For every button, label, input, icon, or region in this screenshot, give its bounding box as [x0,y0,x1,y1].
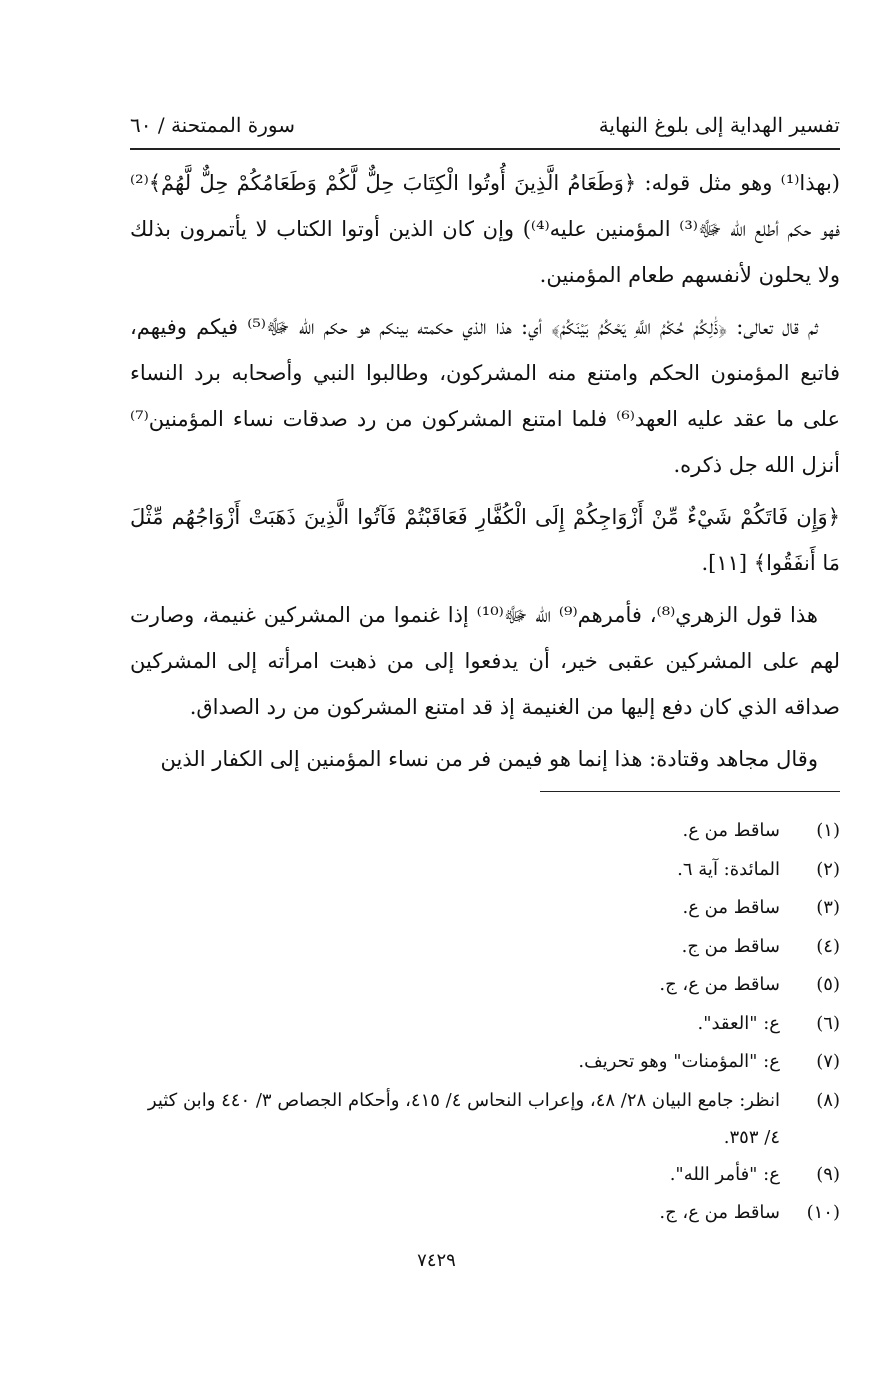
footnote-text: ساقط من ج. [681,935,780,957]
footnote-text: ساقط من ع. [682,897,780,918]
footnote-number: (٤) [816,935,840,957]
footnote-number: (١) [816,820,840,841]
footnote-item [130,1156,840,1195]
header-divider [130,148,840,150]
running-header [130,108,840,142]
footnote-number: (٦) [816,1012,840,1034]
footnote-item [130,851,840,890]
footnote-text: ع: "المؤمنات" وهو تحريف. [578,1051,780,1072]
footnote-item [130,889,840,928]
footnote-item [130,1043,840,1082]
footnote-number: (٩) [816,1163,840,1185]
footnote-text: انظر: جامع البيان ٢٨/ ٤٨، وإعراب النحاس ٤/ ٤١٥، وأحكام الجصاص ٣/ ٤٤٠ وابن كثير ٤/ ٣٥٣. [147,1089,780,1148]
paragraph: هذا قول الزهري⁽⁸⁾، فأمرهم⁽⁹⁾ الله ﷻ⁽¹⁰⁾ إذا غنموا من المشركين غنيمة، وصارت لهم على المشركين عقبى خير، أن يدفعوا إلى من ذهبت امرأته إلى المشركين صداقه الذي كان دفع إليها من الغنيمة إذ قد امتنع المشركون من رد الصداق. [130,603,840,719]
footnote-number: (٥) [816,974,840,995]
footnote-item [130,1005,840,1044]
footnote-item [130,1194,840,1233]
footnote-item [130,1082,840,1156]
paragraph: وقال مجاهد وقتادة: هذا إنما هو فيمن فر من نساء المؤمنين إلى الكفار الذين [160,747,818,771]
footnote-divider [540,791,840,792]
footnote-text: ع: "فأمر الله". [669,1163,780,1185]
footnote-number: (٧) [816,1051,840,1072]
paragraph: ثم قال تعالى: ﴿ذَٰلِكُمْ حُكْمُ اللَّهِ يَحْكُمُ بَيْنَكُمْ﴾ أي: هذا الذي حكمته بينكم هو حكم الله ﷻ⁽⁵⁾ فيكم وفيهم، فاتبع المؤمنون الحكم وامتنع منه المشركون، وطالبوا النبي وأصحابه برد النساء على ما عقد عليه العهد⁽⁶⁾ فلما امتنع المشركون من رد صدقات نساء المؤمنين⁽⁷⁾ أنزل الله جل ذكره. [130,315,840,477]
quran-verse: ﴿وَإِن فَاتَكُمْ شَيْءٌ مِّنْ أَزْوَاجِكُمْ إِلَى الْكُفَّارِ فَعَاقَبْتُمْ فَآتُوا الَّذِينَ ذَهَبَتْ أَزْوَاجُهُم مِّثْلَ مَا أَنفَقُوا﴾ [١١]. [130,505,840,575]
page-number: ٧٤٢٩ [417,1250,456,1271]
footnote-number: (٣) [816,897,840,918]
footnote-text: ساقط من ع، ج. [659,1202,780,1223]
paragraph: (بهذا⁽¹⁾ وهو مثل قوله: ﴿وَطَعَامُ الَّذِينَ أُوتُوا الْكِتَابَ حِلٌّ لَّكُمْ وَطَعَامُكُمْ حِلٌّ لَّهُمْ﴾⁽²⁾ فهو حكم أطلع الله ﷻ⁽³⁾ المؤمنين عليه⁽⁴⁾) وإن كان الذين أوتوا الكتاب لا يأتمرون بذلك ولا يحلون لأنفسهم طعام المؤمنين. [130,171,840,287]
footnote-text: ع: "العقد". [697,1012,780,1034]
footnote-text: ساقط من ع. [682,820,780,841]
surah-page-label: سورة الممتحنة / ٦٠ [130,113,295,137]
footnote-number: (٢) [816,858,840,880]
book-title: تفسير الهداية إلى بلوغ النهاية [598,113,840,137]
main-text [130,160,840,788]
footnote-item [130,966,840,1005]
footnote-text: المائدة: آية ٦. [677,858,780,880]
footnote-text: ساقط من ع، ج. [659,974,780,995]
footnote-number: (١٠) [806,1202,840,1223]
footnote-item [130,928,840,967]
footnote-number: (٨) [816,1089,840,1111]
footnote-item [130,812,840,851]
footnotes-list [130,812,840,1233]
